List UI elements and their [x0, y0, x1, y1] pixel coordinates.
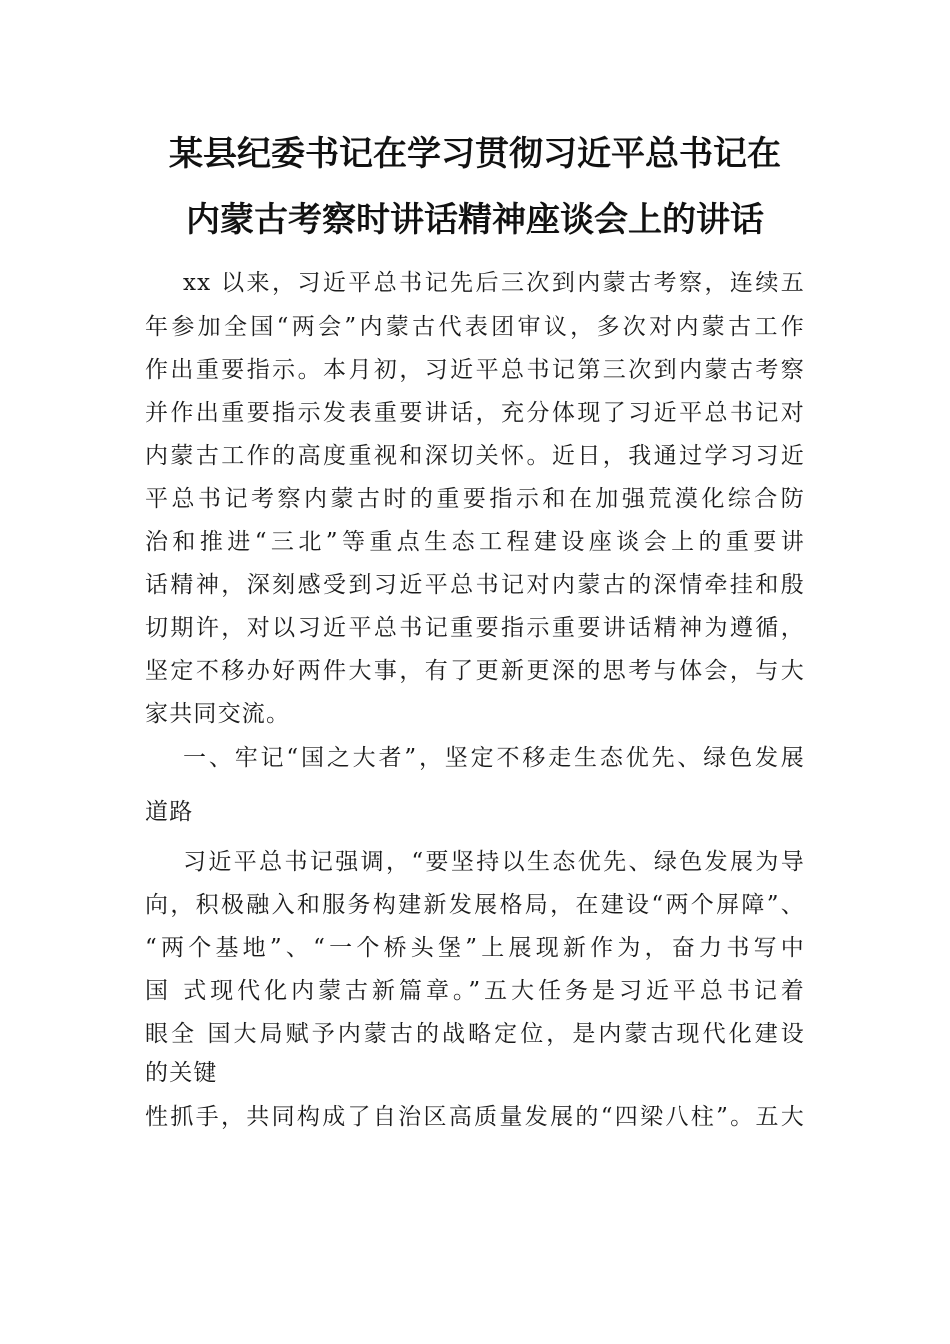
paragraph-2-line-5: 眼全 国大局赋予内蒙古的战略定位，是内蒙古现代化建设 [145, 1021, 805, 1047]
paragraph-2-line-7: 性抓手，共同构成了自治区高质量发展的“四梁八柱”。五大 [145, 1104, 805, 1130]
paragraph-1-line-4: 并作出重要指示发表重要讲话，充分体现了习近平总书记对 [145, 400, 805, 426]
document-title-line-1: 某县纪委书记在学习贯彻习近平总书记在 [169, 134, 781, 174]
document-title-line-2: 内蒙古考察时讲话精神座谈会上的讲话 [186, 200, 764, 240]
paragraph-1-line-3: 作出重要指示。本月初，习近平总书记第三次到内蒙古考察 [145, 357, 805, 383]
section-heading-1-line-2: 道路 [145, 799, 194, 825]
paragraph-2-line-3: “两个基地”、“一个桥头堡”上展现新作为，奋力书写中 [145, 935, 805, 961]
paragraph-1-line-6: 平总书记考察内蒙古时的重要指示和在加强荒漠化综合防 [145, 486, 805, 512]
paragraph-1-line-5: 内蒙古工作的高度重视和深切关怀。近日，我通过学习习近 [145, 443, 805, 469]
section-heading-1-line-1: 一、牢记“国之大者”，坚定不移走生态优先、绿色发展 [183, 745, 805, 771]
paragraph-2-line-2: 向，积极融入和服务构建新发展格局，在建设“两个屏障”、 [145, 892, 805, 918]
paragraph-1-line-8: 话精神，深刻感受到习近平总书记对内蒙古的深情牵挂和殷 [145, 572, 805, 598]
paragraph-2-line-6: 的关键 [145, 1060, 218, 1086]
paragraph-1-line-11: 家共同交流。 [145, 701, 291, 727]
paragraph-2-line-4: 国 式现代化内蒙古新篇章。”五大任务是习近平总书记着 [145, 978, 805, 1004]
paragraph-1-line-1: xx 以来，习近平总书记先后三次到内蒙古考察，连续五 [183, 270, 805, 296]
paragraph-2-line-1: 习近平总书记强调，“要坚持以生态优先、绿色发展为导 [183, 849, 805, 875]
paragraph-1-line-2: 年参加全国“两会”内蒙古代表团审议，多次对内蒙古工作 [145, 314, 805, 340]
paragraph-1-line-10: 坚定不移办好两件大事，有了更新更深的思考与体会，与大 [145, 658, 805, 684]
paragraph-1-line-7: 治和推进“三北”等重点生态工程建设座谈会上的重要讲 [145, 529, 805, 555]
paragraph-1-line-9: 切期许，对以习近平总书记重要指示重要讲话精神为遵循， [145, 615, 805, 641]
